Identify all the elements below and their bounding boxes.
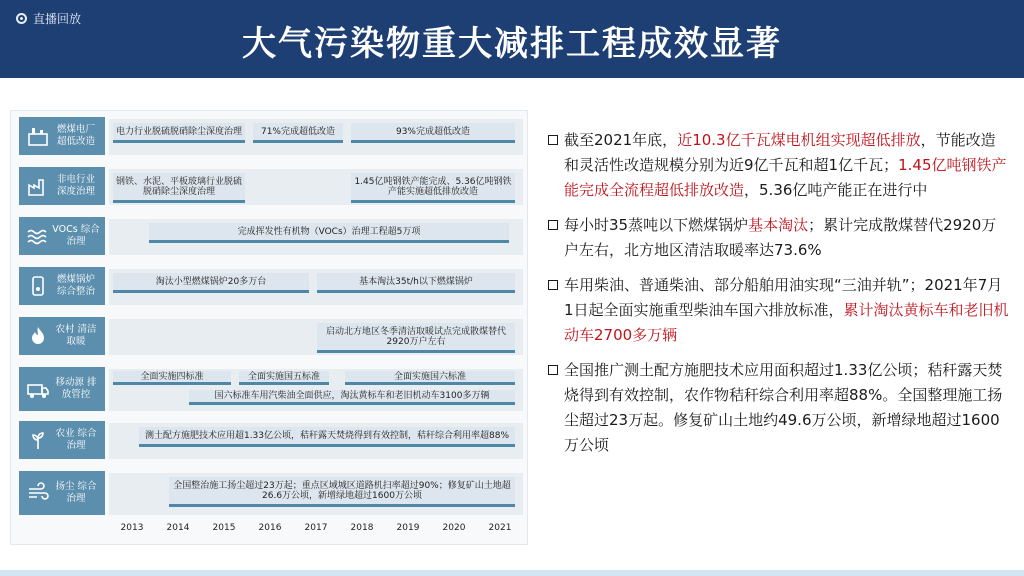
row-header <box>19 421 105 459</box>
row-label: 农村 清洁取暖 <box>55 324 97 347</box>
timeline-row-vocs <box>15 217 525 257</box>
page-title: 大气污染物重大减排工程成效显著 <box>242 24 782 64</box>
bullet-item: 每小时35蒸吨以下燃煤锅炉基本淘汰；累计完成散煤替代2920万户左右，北方地区清洁取暖率达73.6% <box>548 213 1010 263</box>
year-tick: 2017 <box>304 523 328 533</box>
row-label: 燃煤电厂 超低改造 <box>56 124 95 147</box>
year-tick: 2019 <box>396 523 420 533</box>
timeline-row-heating <box>15 317 525 357</box>
row-header <box>19 117 105 155</box>
bullet-item: 截至2021年底，近10.3亿千瓦煤电机组实现超低排放，节能改造和灵活性改造规模分别为近9亿千瓦和超1亿千瓦；1.45亿吨钢铁产能完成全流程超低排放改造，5.36亿吨产能正在进行中 <box>548 128 1010 203</box>
year-tick: 2018 <box>350 523 374 533</box>
checkbox-bullet-icon <box>548 135 558 145</box>
timeline-segment: 71%完成超低改造 <box>253 123 343 143</box>
row-track <box>109 319 523 355</box>
checkbox-bullet-icon <box>548 220 558 230</box>
year-axis <box>109 523 523 539</box>
row-header <box>19 167 105 205</box>
row-label: 农业 综合治理 <box>55 428 97 451</box>
timeline-segment: 基本淘汰35t/h以下燃煤锅炉 <box>317 273 515 293</box>
checkbox-bullet-icon <box>548 365 558 375</box>
timeline-row-boiler <box>15 267 525 307</box>
timeline-row-power <box>15 117 525 157</box>
boiler-icon <box>25 273 51 299</box>
row-track <box>109 169 523 205</box>
row-track <box>109 423 523 459</box>
row-track <box>109 369 523 411</box>
timeline-row-dust <box>15 471 525 517</box>
timeline-chart <box>10 110 528 545</box>
row-label: VOCs 综合治理 <box>52 224 100 247</box>
timeline-segment: 电力行业脱硫脱硝除尘深度治理 <box>113 123 245 143</box>
row-header <box>19 317 105 355</box>
timeline-segment: 全国整治施工扬尘超过23万起；重点区域城区道路机扫率超过90%；修复矿山土地超26.6万公顷，新增绿地超过1600万公顷 <box>169 477 515 507</box>
year-tick: 2021 <box>488 523 512 533</box>
row-label: 扬尘 综合治理 <box>55 481 97 504</box>
row-header <box>19 471 105 515</box>
header-bar <box>0 0 1024 78</box>
factory-icon <box>25 173 51 199</box>
timeline-row-agriculture <box>15 421 525 461</box>
row-header <box>19 267 105 305</box>
timeline-row-vehicle <box>15 367 525 413</box>
bottom-band <box>0 570 1024 576</box>
flame-icon <box>25 323 51 349</box>
live-replay-label: 直播回放 <box>33 12 82 26</box>
timeline-segment: 启动北方地区冬季清洁取暖试点完成散煤替代2920万户左右 <box>317 323 515 353</box>
year-tick: 2014 <box>166 523 190 533</box>
timeline-segment: 国六标准车用汽柴油全面供应，淘汰黄标车和老旧机动车3100多万辆 <box>189 390 515 405</box>
wave-icon <box>25 223 51 249</box>
bullet-item: 全国推广测土配方施肥技术应用面积超过1.33亿公顷；秸秆露天焚烧得到有效控制，农作物秸秆综合利用率超88%。全国整理施工扬尘超过23万起。修复矿山土地约49.6万公顷，新增绿地超过1600万公顷 <box>548 358 1010 458</box>
timeline-segment: 1.45亿吨钢铁产能完成、5.36亿吨钢铁产能实施超低排放改造 <box>351 173 515 203</box>
row-label: 移动源 排放管控 <box>55 377 97 400</box>
year-tick: 2015 <box>212 523 236 533</box>
timeline-segment: 完成挥发性有机物（VOCs）治理工程超5万项 <box>149 223 509 243</box>
row-label: 燃煤锅炉 综合整治 <box>56 274 95 297</box>
timeline-segment: 全面实施四标准 <box>113 371 231 385</box>
timeline-segment: 测土配方施肥技术应用超1.33亿公顷，秸秆露天焚烧得到有效控制，秸秆综合利用率超88% <box>139 427 515 447</box>
timeline-segment: 钢铁、水泥、平板玻璃行业脱硫脱硝除尘深度治理 <box>113 173 245 203</box>
power-plant-icon <box>25 123 51 149</box>
timeline-segment: 淘汰小型燃煤锅炉20多万台 <box>113 273 309 293</box>
timeline-row-industry <box>15 167 525 207</box>
row-track <box>109 219 523 255</box>
row-track <box>109 473 523 515</box>
agriculture-icon <box>25 427 51 453</box>
year-tick: 2020 <box>442 523 466 533</box>
row-track <box>109 119 523 155</box>
row-track <box>109 269 523 305</box>
vehicle-icon <box>25 376 51 402</box>
wind-icon <box>25 480 51 506</box>
timeline-segment: 93%完成超低改造 <box>351 123 515 143</box>
row-header <box>19 217 105 255</box>
row-header <box>19 367 105 411</box>
year-tick: 2013 <box>120 523 144 533</box>
bullet-item: 车用柴油、普通柴油、部分船舶用油实现“三油并轨”；2021年7月1日起全面实施重型柴油车国六排放标准，累计淘汰黄标车和老旧机动车2700多万辆 <box>548 273 1010 348</box>
timeline-segment: 全面实施国六标准 <box>345 371 515 385</box>
timeline-segment: 全面实施国五标准 <box>239 371 329 385</box>
bullet-list <box>548 128 1010 468</box>
year-tick: 2016 <box>258 523 282 533</box>
checkbox-bullet-icon <box>548 280 558 290</box>
row-label: 非电行业 深度治理 <box>56 174 95 197</box>
